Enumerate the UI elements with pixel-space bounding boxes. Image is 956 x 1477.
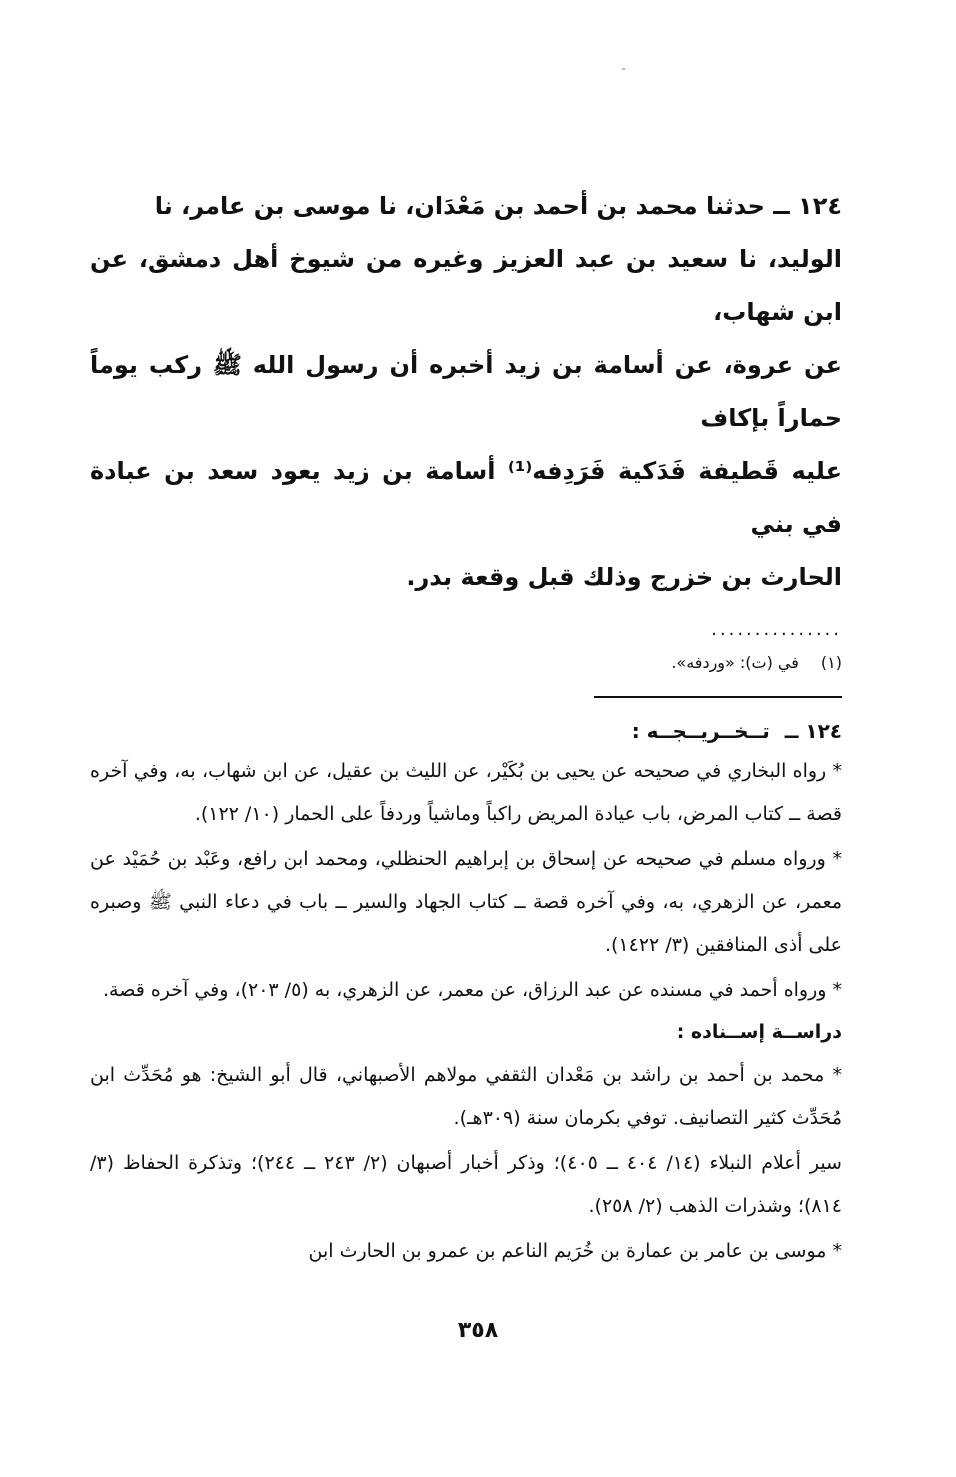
takhrij-number: ١٢٤ ــ — [784, 719, 842, 743]
hadith-line: الحارث بن خزرج وذلك قبل وقعة بدر. — [406, 563, 842, 591]
takhrij-section — [90, 750, 842, 1012]
takhrij-entry: * ورواه مسلم في صحيحه عن إسحاق بن إبراهيم الحنظلي، ومحمد ابن رافع، وعَبْد بن حُمَيْد عن معمر، عن الزهري، به، وفي آخره قصة ــ كتاب الجهاد والسير ــ باب في دعاء النبي ﷺ وصبره على أذى المنافقين (٣/ ١٤٢٢). — [90, 848, 842, 956]
takhrij-title: تــخــريــجــه : — [631, 719, 770, 743]
scan-speck — [622, 68, 625, 70]
dirasa-paragraph: سير أعلام النبلاء (١٤/ ٤٠٤ ــ ٤٠٥)؛ وذكر أخبار أصبهان (٢/ ٢٤٣ ــ ٢٤٤)؛ وتذكرة الحفاظ (٣/ ٨١٤)؛ وشذرات الذهب (٢/ ٢٥٨). — [90, 1152, 842, 1217]
dirasa-heading: دراســة إســناده : — [676, 1021, 842, 1043]
page-number: ٣٥٨ — [457, 1318, 499, 1343]
footnote-separator: ............... — [711, 619, 842, 640]
dirasa-paragraph: * موسى بن عامر بن عمارة بن خُرَيم الناعم بن عمرو بن الحارث ابن — [308, 1240, 842, 1262]
section-divider — [594, 696, 842, 698]
takhrij-entry: * ورواه أحمد في مسنده عن عبد الرزاق، عن معمر، عن الزهري، به (٥/ ٢٠٣)، وفي آخره قصة. — [103, 979, 842, 1001]
footnote-marker: (١) — [820, 653, 842, 672]
dirasa-section — [90, 1054, 842, 1273]
hadith-line: ١٢٤ ــ حدثنا محمد بن أحمد بن مَعْدَان، نا موسى بن عامر، نا — [154, 192, 842, 220]
takhrij-heading — [90, 714, 842, 748]
hadith-line: عليه قَطيفة فَدَكية فَرَدِفه⁽¹⁾ أسامة بن زيد يعود سعد بن عبادة في بني — [90, 457, 842, 538]
hadith-line: الوليد، نا سعيد بن عبد العزيز وغيره من شيوخ أهل دمشق، عن ابن شهاب، — [90, 245, 842, 326]
takhrij-entry: * رواه البخاري في صحيحه عن يحيى بن بُكَيْر، عن الليث بن عقيل، عن ابن شهاب، به، وفي آخره قصة ــ كتاب المرض، باب عيادة المريض راكباً وماشياً وردفاً على الحمار (١٠/ ١٢٢). — [90, 760, 842, 825]
hadith-line: عن عروة، عن أسامة بن زيد أخبره أن رسول الله ﷺ ركب يوماً حماراً بإكاف — [90, 351, 842, 432]
footnote — [90, 650, 842, 676]
dirasa-paragraph: * محمد بن أحمد بن راشد بن مَعْدان الثقفي مولاهم الأصبهاني، قال أبو الشيخ: هو مُحَدِّث ابن مُحَدِّث كثير التصانيف. توفي بكرمان سنة (٣٠٩هـ). — [90, 1064, 842, 1129]
hadith-text — [90, 180, 842, 604]
footnote-text: في (ت): «وردفه». — [671, 653, 799, 672]
page-body — [90, 180, 842, 1273]
